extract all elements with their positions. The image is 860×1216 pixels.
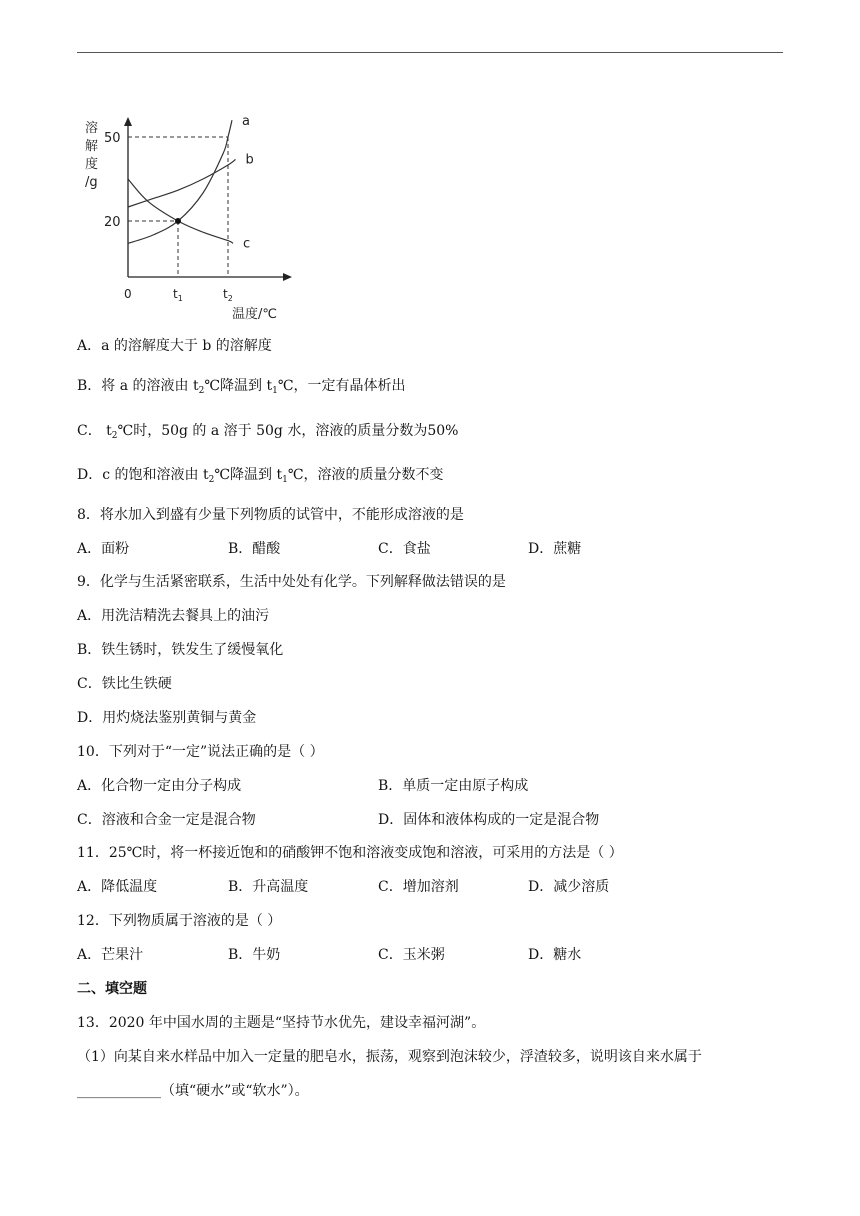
- y-axis-arrow: [124, 117, 132, 126]
- x-axis-label: 温度/℃: [232, 307, 277, 322]
- q11-option-a: A．降低温度: [77, 879, 158, 895]
- x-tick-sub: 1: [177, 294, 183, 303]
- q8-option-a: A．面粉: [77, 541, 130, 557]
- q8-option-c: C．食盐: [378, 541, 431, 557]
- q13-stem: 13．2020 年中国水周的主题是“坚持节水优先，建设幸福河湖”。: [77, 1015, 486, 1031]
- chart-axes: [124, 117, 292, 281]
- guide-lines: [128, 137, 228, 277]
- q9-option-b: B．铁生锈时，铁发生了缓慢氧化: [77, 642, 284, 658]
- x-tick-label: $t_2$: [223, 287, 233, 303]
- curves: [128, 120, 236, 243]
- origin-label: 0: [124, 287, 132, 301]
- q10-option-d: D．固体和液体构成的一定是混合物: [378, 812, 600, 828]
- q11-stem: 11．25℃时，将一杯接近饱和的硝酸钾不饱和溶液变成饱和溶液，可采用的方法是（ ）: [77, 845, 623, 861]
- curve-label-a: a: [242, 114, 250, 130]
- q7-d-text: ℃，溶液的质量分数不变: [287, 467, 444, 483]
- y-tick-label: 20: [104, 215, 121, 230]
- q7-b-text: B．将 a 的溶液由 t: [77, 378, 199, 394]
- q7-b-text: ℃，一定有晶体析出: [277, 378, 406, 394]
- curve-labels: [242, 114, 254, 251]
- q9-option-d: D．用灼烧法鉴别黄铜与黄金: [77, 710, 257, 726]
- y-label-char: 解: [85, 139, 99, 154]
- q13-part1-blank: ____________（填“硬水”或“软水”）。: [77, 1083, 309, 1099]
- section-heading: 二、填空题: [77, 981, 147, 997]
- y-tick-label: 50: [104, 131, 121, 146]
- q8-option-b: B．醋酸: [228, 541, 281, 557]
- q9-stem: 9．化学与生活紧密联系，生活中处处有化学。下列解释做法错误的是: [77, 574, 506, 590]
- q8-stem: 8．将水加入到盛有少量下列物质的试管中，不能形成溶液的是: [77, 507, 464, 523]
- curve-a: [128, 120, 232, 243]
- curve-b: [128, 159, 236, 207]
- q7-d-text: ℃降温到 t: [214, 467, 283, 483]
- q9-option-a: A．用洗洁精洗去餐具上的油污: [77, 608, 270, 624]
- curve-label-c: c: [243, 236, 251, 252]
- q7-b-text: ℃降温到 t: [204, 378, 273, 394]
- q11-option-d: D．减少溶质: [528, 879, 610, 895]
- q7-d-sub: 1: [282, 475, 288, 485]
- q12-option-b: B．牛奶: [228, 947, 281, 963]
- q12-stem: 12．下列物质属于溶液的是（ ）: [77, 913, 282, 929]
- y-label-char: 度: [85, 157, 99, 172]
- q7-option-a: A．a 的溶解度大于 b 的溶解度: [77, 338, 272, 354]
- x-tick-sub: 2: [227, 294, 233, 303]
- y-axis-label: [85, 120, 98, 190]
- solubility-chart: [78, 112, 302, 326]
- x-tick-label: $t_1$: [173, 287, 183, 303]
- q12-option-d: D．糖水: [528, 947, 582, 963]
- q10-stem: 10．下列对于“一定”说法正确的是（ ）: [77, 744, 324, 760]
- q11-option-c: C．增加溶剂: [378, 879, 459, 895]
- q10-option-b: B．单质一定由原子构成: [378, 778, 529, 794]
- q7-c-text: ℃时，50g 的 a 溶于 50g 水，溶液的质量分数为50%: [117, 423, 459, 439]
- q7-d-sub: 2: [208, 475, 215, 485]
- q12-option-a: A．芒果汁: [77, 947, 144, 963]
- q12-option-c: C．玉米粥: [378, 947, 445, 963]
- q7-d-text: D．c 的饱和溶液由 t: [77, 467, 209, 483]
- x-axis-arrow: [283, 273, 292, 281]
- q7-c-text: C． t: [77, 423, 112, 439]
- q7-option-d: [77, 465, 443, 485]
- header-rule: [77, 52, 783, 53]
- q13-part1: （1）向某自来水样品中加入一定量的肥皂水，振荡，观察到泡沫较少，浮渣较多，说明该自来水属于: [77, 1049, 702, 1065]
- intersection-point: [175, 218, 181, 224]
- q7-option-b: [77, 376, 406, 396]
- q7-b-sub: 1: [272, 386, 278, 396]
- curve-label-b: b: [245, 152, 254, 168]
- q7-b-sub: 2: [198, 386, 205, 396]
- q10-option-a: A．化合物一定由分子构成: [77, 778, 242, 794]
- y-label-char: /g: [85, 175, 98, 190]
- q7-option-c: [77, 421, 458, 441]
- q8-option-d: D．蔗糖: [528, 541, 582, 557]
- y-label-char: 溶: [85, 121, 99, 136]
- q11-option-b: B．升高温度: [228, 879, 309, 895]
- q9-option-c: C．铁比生铁硬: [77, 676, 172, 692]
- q10-option-c: C．溶液和合金一定是混合物: [77, 812, 256, 828]
- q7-c-sub: 2: [111, 431, 118, 441]
